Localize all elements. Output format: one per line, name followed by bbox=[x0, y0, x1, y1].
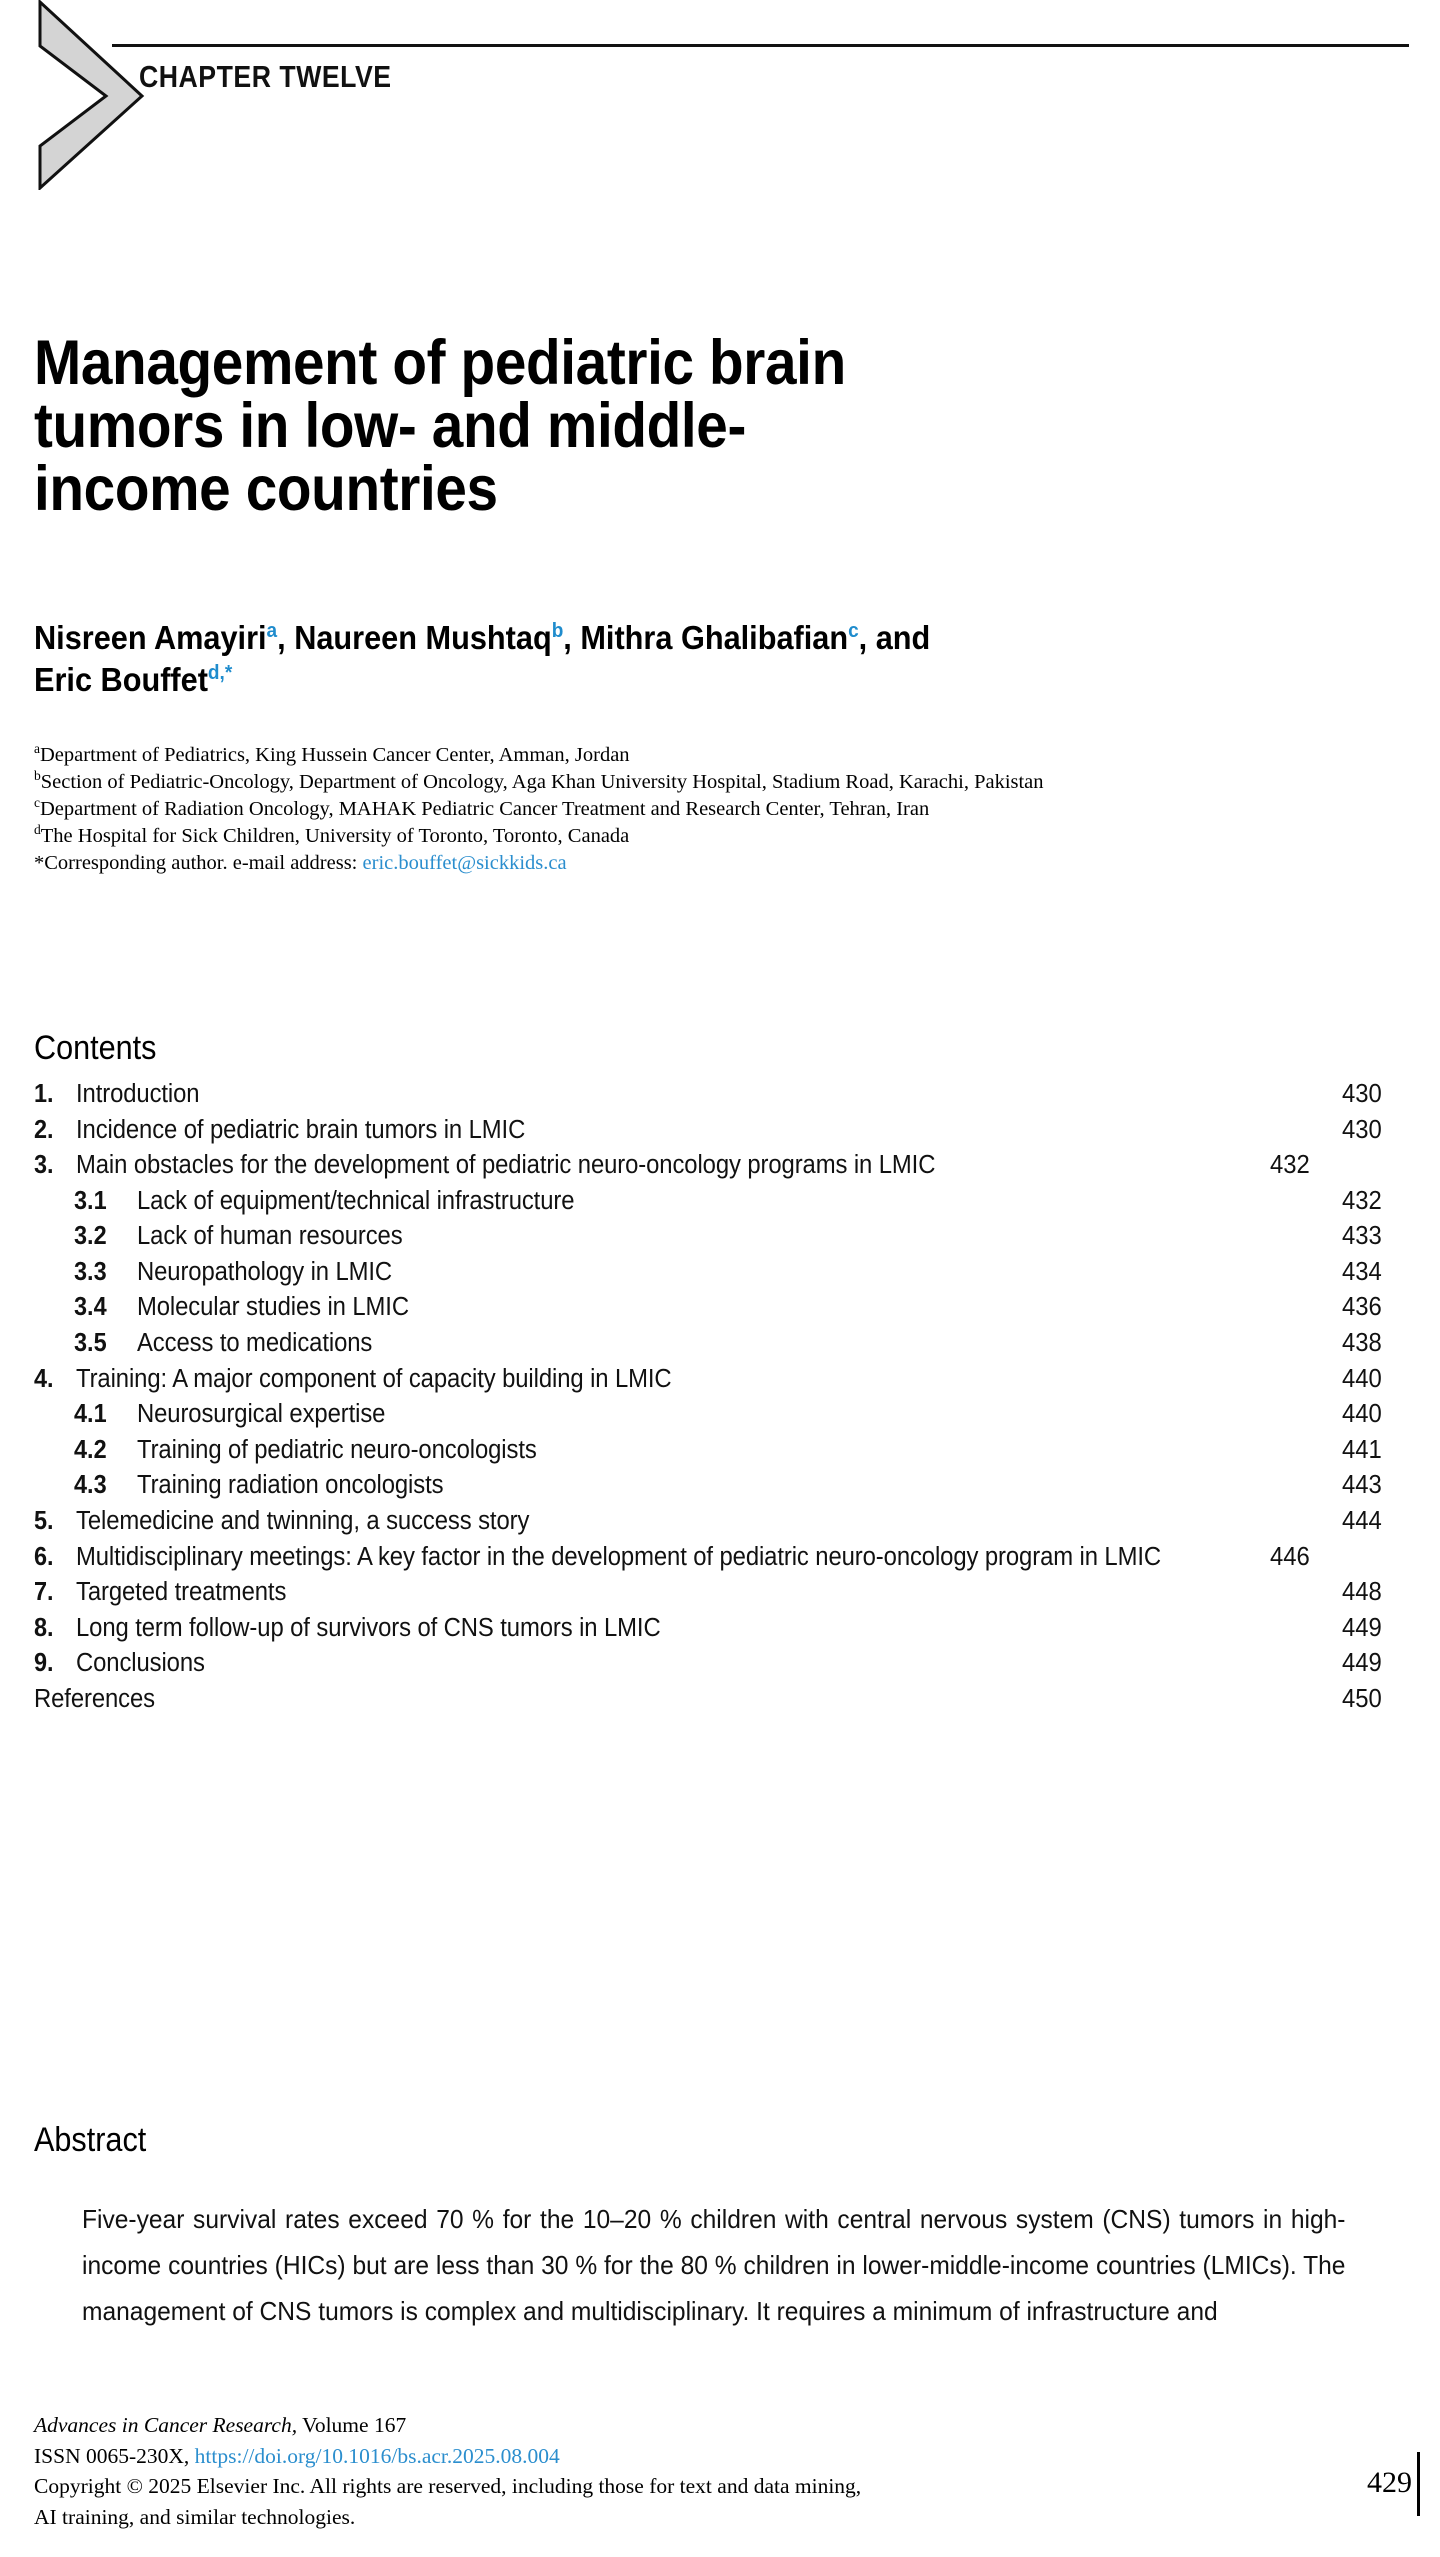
toc-page-number: 449 bbox=[1342, 1649, 1382, 1678]
toc-page-number: 443 bbox=[1342, 1471, 1382, 1500]
author-name-4: Eric Bouffet bbox=[34, 660, 208, 698]
header-divider bbox=[112, 44, 1409, 47]
author-name-1: Nisreen Amayiri bbox=[34, 619, 267, 656]
toc-entry[interactable] bbox=[34, 1292, 1416, 1322]
toc-number: 6. bbox=[34, 1542, 54, 1571]
toc-number: 2. bbox=[34, 1115, 54, 1144]
title-line-3: income countries bbox=[34, 454, 498, 525]
toc-title: Introduction bbox=[76, 1080, 200, 1108]
affiliation-a: $^a$Department of Pediatrics, King Hussein Cancer Center, Amman, Jordan bbox=[34, 741, 630, 766]
issn-text: ISSN 0065-230X, bbox=[34, 2443, 195, 2468]
author-list: Nisreen Amayiri$^a$, Naureen Mushtaq$^b$, Mithra Ghalibafian$^c$, and Eric Bouffet$^{d,*}$ bbox=[34, 619, 931, 698]
toc-page-number: 433 bbox=[1342, 1222, 1382, 1251]
toc-number: 5. bbox=[34, 1506, 54, 1535]
toc-page-number: 448 bbox=[1342, 1578, 1382, 1607]
page-folio-number: 429 bbox=[1367, 2466, 1412, 2499]
toc-number: 3. bbox=[34, 1151, 54, 1180]
toc-title: Long term follow-up of survivors of CNS tumors in LMIC bbox=[76, 1613, 661, 1642]
toc-number: 3.4 bbox=[74, 1293, 107, 1322]
toc-entry[interactable] bbox=[34, 1221, 1416, 1251]
folio-rule bbox=[1417, 2452, 1420, 2516]
footer-journal-line bbox=[34, 2410, 1314, 2441]
toc-page-number: 436 bbox=[1342, 1293, 1382, 1322]
footer-issn-line bbox=[34, 2441, 1314, 2472]
toc-page-number: 438 bbox=[1342, 1329, 1382, 1358]
toc-entry[interactable] bbox=[34, 1328, 1416, 1358]
toc-number: 4.3 bbox=[74, 1471, 107, 1500]
toc-title: Multidisciplinary meetings: A key factor in the development of pediatric neuro-oncology program in LMIC bbox=[76, 1542, 1162, 1571]
contents-heading: Contents bbox=[34, 1029, 157, 1068]
toc-title: Access to medications bbox=[137, 1329, 373, 1358]
page-title bbox=[34, 328, 1240, 525]
toc-entry[interactable] bbox=[34, 1435, 1416, 1465]
chapter-label: CHAPTER TWELVE bbox=[139, 59, 392, 94]
toc-number: 8. bbox=[34, 1613, 54, 1642]
affiliation-marker-d: d bbox=[34, 822, 41, 838]
toc-entry[interactable] bbox=[34, 1542, 1416, 1572]
toc-title: Lack of equipment/technical infrastructure bbox=[137, 1186, 575, 1215]
chapter-banner bbox=[0, 0, 1440, 200]
toc-number: 4.2 bbox=[74, 1435, 107, 1464]
author-conjunction: , and bbox=[858, 619, 931, 656]
affiliation-marker-a: a bbox=[34, 741, 40, 757]
toc-entry[interactable] bbox=[34, 1115, 1416, 1145]
toc-page-number: 432 bbox=[1270, 1151, 1310, 1180]
toc-page-number: 434 bbox=[1342, 1257, 1382, 1286]
toc-title: Incidence of pediatric brain tumors in LMIC bbox=[76, 1115, 526, 1144]
toc-entry-references[interactable] bbox=[34, 1684, 1416, 1714]
toc-number: 4. bbox=[34, 1364, 54, 1393]
toc-page-number: 440 bbox=[1342, 1364, 1382, 1393]
toc-entry[interactable] bbox=[34, 1506, 1416, 1536]
toc-number: 9. bbox=[34, 1649, 54, 1678]
toc-page-number: 450 bbox=[1342, 1684, 1382, 1713]
author-name-2: Naureen Mushtaq bbox=[294, 619, 552, 656]
author-affiliation-marker-1: a bbox=[266, 619, 278, 642]
toc-entry[interactable] bbox=[34, 1364, 1416, 1394]
chevron-right-icon bbox=[24, 0, 146, 190]
journal-title: Advances in Cancer Research, bbox=[34, 2413, 298, 2437]
toc-number: 3.3 bbox=[74, 1257, 107, 1286]
toc-title: Telemedicine and twinning, a success story bbox=[76, 1506, 530, 1535]
affiliation-d: $^d$The Hospital for Sick Children, University of Toronto, Toronto, Canada bbox=[34, 822, 630, 848]
toc-title: Neuropathology in LMIC bbox=[137, 1257, 393, 1286]
toc-page-number: 430 bbox=[1342, 1080, 1382, 1108]
page-footer bbox=[34, 2410, 1314, 2532]
journal-volume: Volume 167 bbox=[297, 2413, 407, 2437]
table-of-contents bbox=[34, 1079, 1416, 1719]
footer-copyright-line-2: AI training, and similar technologies. bbox=[34, 2504, 356, 2529]
toc-title: Molecular studies in LMIC bbox=[137, 1293, 409, 1322]
toc-title: Targeted treatments bbox=[76, 1578, 287, 1607]
toc-number: 4.1 bbox=[74, 1400, 107, 1429]
abstract-heading: Abstract bbox=[34, 2121, 147, 2160]
title-line-1: Management of pediatric brain bbox=[34, 328, 846, 399]
toc-number: 7. bbox=[34, 1578, 54, 1607]
toc-title: Conclusions bbox=[76, 1649, 205, 1678]
toc-title: Lack of human resources bbox=[137, 1222, 403, 1251]
toc-page-number: 430 bbox=[1342, 1115, 1382, 1144]
affiliation-marker-c: c bbox=[34, 795, 40, 811]
author-name-3: Mithra Ghalibafian bbox=[580, 619, 849, 656]
toc-number: 3.1 bbox=[74, 1186, 107, 1215]
author-affiliation-marker-4: d,* bbox=[207, 660, 233, 684]
toc-entry[interactable] bbox=[34, 1399, 1416, 1429]
affiliation-c: $^c$Department of Radiation Oncology, MAHAK Pediatric Cancer Treatment and Research Center, Tehran, Iran bbox=[34, 795, 930, 821]
toc-title: Training of pediatric neuro-oncologists bbox=[137, 1435, 537, 1464]
author-affiliation-marker-3: c bbox=[848, 619, 859, 642]
corresponding-author: *Corresponding author. e-mail address: eric.bouffet@sickkids.ca bbox=[34, 852, 567, 875]
author-affiliation-marker-2: b bbox=[551, 619, 564, 642]
toc-entry[interactable] bbox=[34, 1648, 1416, 1678]
affiliation-marker-b: b bbox=[34, 768, 41, 784]
toc-entry[interactable] bbox=[34, 1257, 1416, 1287]
toc-title: Training radiation oncologists bbox=[137, 1471, 444, 1500]
corresponding-author-email-link[interactable]: eric.bouffet@sickkids.ca bbox=[362, 852, 567, 875]
affiliation-b: $^b$Section of Pediatric-Oncology, Department of Oncology, Aga Khan University Hospital, Stadium Road, Karachi, Pakistan bbox=[34, 768, 1044, 794]
toc-page-number: 446 bbox=[1270, 1542, 1310, 1571]
toc-entry[interactable] bbox=[34, 1079, 1416, 1109]
abstract-text: Five-year survival rates exceed 70 % for the 10–20 % children with central nervous system (CNS) tumors in high-income countries (HICs) but are less than 30 % for the 80 % children in lower-middle-income countries (LMICs). The management of CNS tumors is complex and multidisciplinary. It requires a minimum of infrastructure and bbox=[82, 2204, 1346, 2327]
title-line-2: tumors in low- and middle- bbox=[34, 391, 746, 462]
toc-title: References bbox=[34, 1684, 155, 1713]
toc-entry[interactable] bbox=[34, 1470, 1416, 1500]
toc-page-number: 449 bbox=[1342, 1613, 1382, 1642]
toc-number: 1. bbox=[34, 1080, 54, 1108]
toc-entry[interactable] bbox=[34, 1613, 1416, 1643]
toc-entry[interactable] bbox=[34, 1150, 1416, 1180]
toc-page-number: 440 bbox=[1342, 1400, 1382, 1429]
toc-page-number: 444 bbox=[1342, 1506, 1382, 1535]
toc-entry[interactable] bbox=[34, 1577, 1416, 1607]
toc-title: Neurosurgical expertise bbox=[137, 1400, 386, 1429]
toc-number: 3.2 bbox=[74, 1222, 107, 1251]
toc-title: Main obstacles for the development of pediatric neuro-oncology programs in LMIC bbox=[76, 1151, 936, 1180]
toc-page-number: 441 bbox=[1342, 1435, 1382, 1464]
toc-title: Training: A major component of capacity building in LMIC bbox=[76, 1364, 672, 1393]
toc-page-number: 432 bbox=[1342, 1186, 1382, 1215]
toc-number: 3.5 bbox=[74, 1329, 107, 1358]
toc-entry[interactable] bbox=[34, 1186, 1416, 1216]
footer-copyright-line-1: Copyright © 2025 Elsevier Inc. All rights are reserved, including those for text and data mining, bbox=[34, 2474, 862, 2499]
affiliation-list bbox=[34, 742, 1416, 877]
doi-link[interactable]: https://doi.org/10.1016/bs.acr.2025.08.004 bbox=[194, 2443, 560, 2468]
